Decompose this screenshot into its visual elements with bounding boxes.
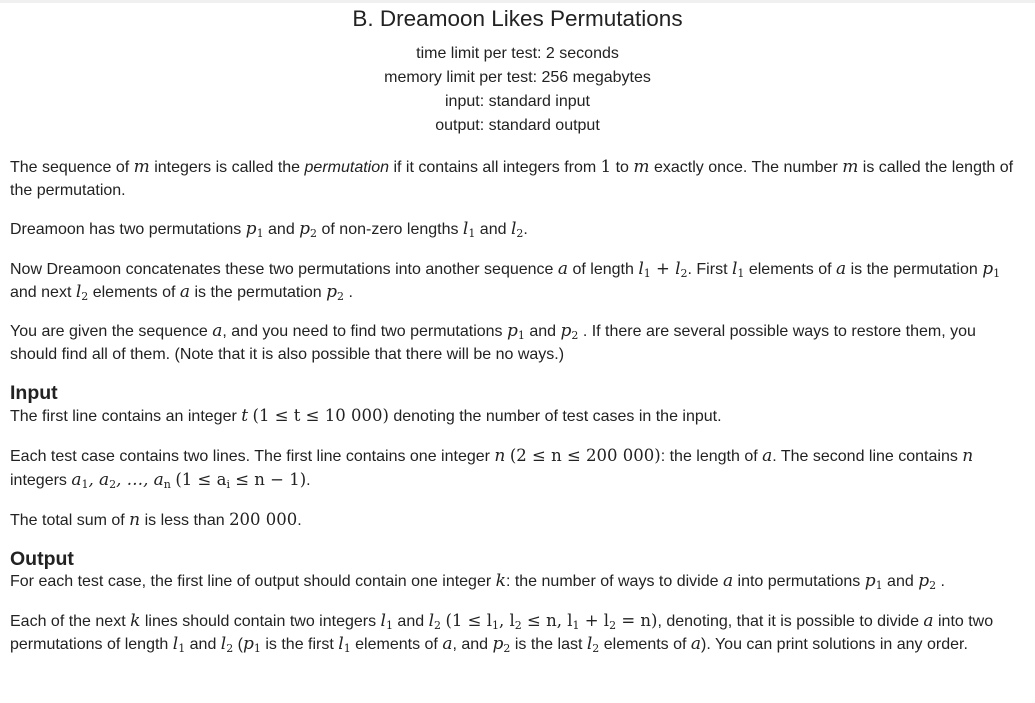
math-p1: $p_1$	[864, 571, 883, 592]
math-p1: $p_1$	[243, 634, 261, 655]
math-l1-plus-l2: $l_1 + l_2$	[638, 259, 688, 280]
problem-title: B. Dreamoon Likes Permutations	[352, 6, 683, 31]
text: .	[940, 573, 945, 590]
text: . First	[687, 261, 732, 278]
math-t: t	[241, 406, 249, 426]
text: is the first	[265, 636, 339, 653]
text: .	[306, 472, 311, 489]
math-sum-limit: 200 000	[229, 510, 298, 529]
math-a: a	[179, 282, 191, 302]
text: exactly once. The number	[649, 159, 843, 176]
text: The total sum of	[10, 512, 130, 529]
text: lines should contain two integers	[140, 613, 381, 630]
math-a: a	[762, 446, 773, 466]
math-a-list: $a_1$, $a_2$, …, $a_n$	[71, 470, 171, 491]
text: of non-zero lengths	[321, 221, 463, 238]
math-a: a	[690, 634, 702, 654]
text: For each test case, the first line of output should contain one integer	[10, 573, 496, 590]
math-l-range: ($1 \le l_1$, $l_2 \le n$, $l_1 + l_2 = n$)	[445, 611, 658, 632]
text: and	[268, 221, 300, 238]
text: The first line contains an integer	[10, 408, 242, 425]
math-l2: $l_2$	[75, 282, 89, 303]
math-l1: $l_1$	[380, 611, 393, 632]
math-k: k	[130, 611, 141, 631]
text: elements of	[603, 636, 691, 653]
math-l2: $l_2$	[428, 611, 441, 632]
text: elements of	[355, 636, 443, 653]
legend-paragraph-1	[10, 155, 1025, 202]
output-file: output: standard output	[435, 117, 600, 134]
text: Each test case contains two lines. The first line contains one integer	[10, 448, 495, 465]
text: Each of the next	[10, 613, 131, 630]
math-a: a	[442, 634, 453, 654]
math-n-range: (2 ≤ n ≤ 200 000)	[509, 446, 661, 465]
math-p2: $p_2$	[492, 634, 511, 655]
text: elements of	[748, 261, 836, 278]
text: Dreamoon has two permutations	[10, 221, 246, 238]
text: to	[611, 159, 634, 176]
output-heading: Output	[10, 548, 74, 570]
legend-paragraph-4	[10, 320, 1025, 366]
input-heading: Input	[10, 382, 58, 404]
input-paragraph-1	[10, 404, 1025, 428]
math-a: a	[212, 321, 223, 341]
legend-paragraph-3	[10, 257, 1025, 304]
math-p2: $p_2$	[918, 571, 937, 592]
text: elements of	[92, 284, 180, 301]
problem-statement	[10, 155, 1025, 672]
text: : the length of	[660, 448, 763, 465]
text: and	[185, 636, 221, 653]
text: . If there are several possible ways to restore them, you should find all of them. (Note that it is also possible that there will be no ways.)	[10, 323, 976, 363]
text: , denoting, that it is possible to divide	[657, 613, 924, 630]
math-n: n	[494, 446, 506, 466]
text: , and	[452, 636, 493, 653]
text: Now Dreamoon concatenates these two permutations into another sequence	[10, 261, 558, 278]
text: You are given the sequence	[10, 323, 213, 340]
time-limit: time limit per test: 2 seconds	[416, 45, 619, 62]
text: .	[348, 284, 353, 301]
text: . The second line contains	[772, 448, 963, 465]
text: and	[392, 613, 429, 630]
text: , and you need to find two permutations	[222, 323, 507, 340]
text: is the permutation	[846, 261, 983, 278]
math-n: n	[129, 510, 141, 530]
math-m: m	[633, 157, 650, 177]
math-l1: $l_1$	[462, 219, 476, 240]
math-l2: $l_2$	[586, 634, 600, 655]
math-n: n	[962, 446, 974, 466]
math-p1: $p_1$	[507, 321, 525, 342]
text: into two permutations of length	[10, 613, 994, 653]
top-border	[0, 0, 1035, 3]
text: and	[475, 221, 511, 238]
math-a: a	[836, 259, 847, 279]
text: integers is called the	[149, 159, 305, 176]
math-l1: $l_1$	[338, 634, 351, 655]
math-a: a	[923, 611, 934, 631]
math-l1: $l_1$	[731, 259, 745, 280]
math-l2: $l_2$	[220, 634, 234, 655]
text: .	[297, 512, 302, 529]
text: (	[233, 636, 244, 653]
math-p1: $p_1$	[982, 259, 1001, 280]
text: if it contains all integers from	[389, 159, 601, 176]
text: is called the length of the permutation.	[10, 159, 1014, 199]
text: and next	[10, 284, 76, 301]
text: integers	[10, 472, 72, 489]
input-paragraph-3	[10, 508, 1025, 532]
text: ). You can print solutions in any order.	[701, 636, 968, 653]
text: is the permutation	[190, 284, 327, 301]
text: into permutations	[733, 573, 865, 590]
math-l1: $l_1$	[172, 634, 186, 655]
math-p2: $p_2$	[560, 321, 579, 342]
input-file: input: standard input	[445, 93, 590, 110]
text: is less than	[140, 512, 230, 529]
output-paragraph-2	[10, 609, 1025, 656]
math-a: a	[722, 571, 734, 591]
legend-paragraph-2	[10, 218, 1025, 241]
math-p2: $p_2$	[326, 282, 344, 303]
math-a: a	[557, 259, 569, 279]
math-a-range: $(1 \le a_i \le n - 1)$	[175, 470, 307, 491]
math-m: m	[842, 157, 859, 177]
math-t-range: (1 ≤ t ≤ 10 000)	[252, 406, 389, 425]
text: and	[529, 323, 561, 340]
math-one: 1	[600, 157, 612, 176]
math-k: k	[495, 571, 506, 591]
problem-header	[0, 4, 1035, 138]
input-paragraph-2	[10, 444, 1025, 492]
text: .	[523, 221, 528, 238]
math-p1: $p_1$	[245, 219, 264, 240]
text: of length	[568, 261, 639, 278]
memory-limit: memory limit per test: 256 megabytes	[384, 69, 651, 86]
text: The sequence of	[10, 159, 134, 176]
text: denoting the number of test cases in the input.	[388, 408, 722, 425]
math-l2: $l_2$	[510, 219, 524, 240]
text: : the number of ways to divide	[505, 573, 723, 590]
text: and	[887, 573, 919, 590]
text: is the last	[514, 636, 587, 653]
math-p2: $p_2$	[299, 219, 318, 240]
output-paragraph-1	[10, 570, 1025, 593]
math-m: m	[133, 157, 150, 177]
term-permutation: permutation	[304, 159, 390, 176]
